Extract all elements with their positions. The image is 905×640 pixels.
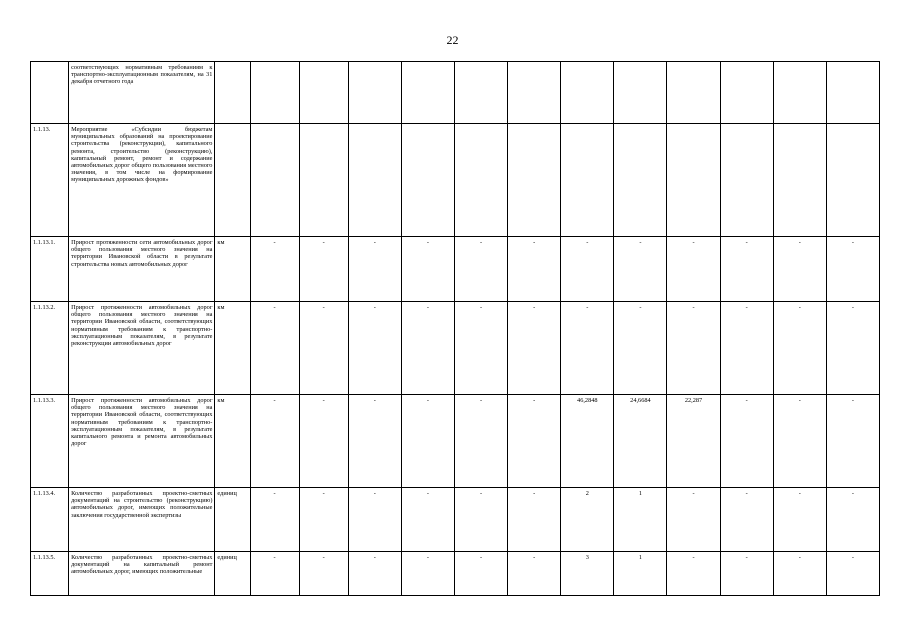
value-cell: 24,6684 <box>614 395 667 488</box>
value-cell: - <box>299 395 348 488</box>
value-cell <box>401 124 454 237</box>
table-row <box>31 552 880 596</box>
value-cell: - <box>720 302 773 395</box>
value-cell: 46,2848 <box>561 395 614 488</box>
value-cell: - <box>826 552 879 596</box>
value-cell <box>250 62 299 124</box>
row-number-cell: 1.1.13. <box>31 124 69 237</box>
value-cell <box>773 124 826 237</box>
value-cell <box>773 62 826 124</box>
value-cell <box>614 124 667 237</box>
value-cell <box>561 62 614 124</box>
value-cell: - <box>401 302 454 395</box>
value-cell: - <box>720 488 773 552</box>
value-cell: - <box>667 552 720 596</box>
row-number-cell: 1.1.13.3. <box>31 395 69 488</box>
table-row <box>31 488 880 552</box>
unit-cell: единиц <box>215 552 250 596</box>
value-cell: - <box>250 302 299 395</box>
unit-cell: единиц <box>215 488 250 552</box>
table-row <box>31 302 880 395</box>
value-cell: - <box>299 237 348 302</box>
value-cell: - <box>667 488 720 552</box>
value-cell: - <box>614 237 667 302</box>
value-cell: - <box>720 395 773 488</box>
value-cell <box>508 62 561 124</box>
value-cell: - <box>508 302 561 395</box>
value-cell: - <box>348 552 401 596</box>
indicator-description-cell: Прирост протяженности автомобильных дорог общего пользования местного значения на территории Ивановской области, соответствующих нормативным требованиям к транспортно-эксплуатационным показателям, в результате капитального ремонта и ремонта автомобильных дорог <box>69 395 215 488</box>
value-cell: - <box>720 552 773 596</box>
value-cell: - <box>454 237 507 302</box>
value-cell <box>299 124 348 237</box>
value-cell: - <box>401 395 454 488</box>
value-cell <box>299 62 348 124</box>
value-cell: - <box>508 237 561 302</box>
table-row <box>31 62 880 124</box>
value-cell: - <box>561 302 614 395</box>
value-cell <box>667 124 720 237</box>
value-cell: - <box>250 552 299 596</box>
value-cell: - <box>508 395 561 488</box>
indicator-description-cell: соответствующих нормативным требованиям к транспортно-эксплуатационным показателям, на 31 декабря отчетного года <box>69 62 215 124</box>
unit-cell <box>215 62 250 124</box>
value-cell: - <box>454 552 507 596</box>
value-cell <box>250 124 299 237</box>
indicator-description-cell: Прирост протяженности автомобильных дорог общего пользования местного значения на территории Ивановской области, соответствующих нормативным требованиям к транспортно-эксплуатационным показателям, в результате реконструкции автомобильных дорог <box>69 302 215 395</box>
value-cell: - <box>299 552 348 596</box>
indicator-description-cell: Прирост протяженности сети автомобильных дорог общего пользования местного значения на территории Ивановской области в результате строительства новых автомобильных дорог <box>69 237 215 302</box>
value-cell: - <box>773 488 826 552</box>
value-cell: - <box>401 552 454 596</box>
indicators-table <box>30 61 880 596</box>
value-cell: - <box>401 237 454 302</box>
value-cell: - <box>773 552 826 596</box>
value-cell: - <box>250 237 299 302</box>
value-cell: - <box>826 302 879 395</box>
value-cell: - <box>454 302 507 395</box>
value-cell: - <box>773 395 826 488</box>
table-body <box>31 62 880 596</box>
indicator-description-cell: Мероприятие «Субсидии бюджетам муниципальных образований на проектирование строительства (реконструкции), капитального ремонта, строительство (реконструкцию), капитальный ремонт, ремонт и содержание автомобильных дорог общего пользования местного значения, в том числе на формирование муниципальных дорожных фондов» <box>69 124 215 237</box>
value-cell <box>348 62 401 124</box>
value-cell: - <box>348 302 401 395</box>
value-cell <box>614 62 667 124</box>
table-row <box>31 237 880 302</box>
value-cell <box>561 124 614 237</box>
unit-cell <box>215 124 250 237</box>
value-cell <box>401 62 454 124</box>
row-number-cell: 1.1.13.1. <box>31 237 69 302</box>
value-cell: 2 <box>561 488 614 552</box>
page-number: 22 <box>446 33 459 47</box>
value-cell: - <box>250 488 299 552</box>
row-number-cell: 1.1.13.2. <box>31 302 69 395</box>
row-number-cell <box>31 62 69 124</box>
value-cell: - <box>454 395 507 488</box>
value-cell: - <box>299 488 348 552</box>
value-cell: 1 <box>614 488 667 552</box>
value-cell: - <box>401 488 454 552</box>
value-cell <box>454 62 507 124</box>
value-cell: - <box>720 237 773 302</box>
value-cell: - <box>508 552 561 596</box>
value-cell: - <box>454 488 507 552</box>
value-cell: 3 <box>561 552 614 596</box>
value-cell: - <box>826 237 879 302</box>
unit-cell: км <box>215 237 250 302</box>
value-cell: 1 <box>614 552 667 596</box>
value-cell <box>720 62 773 124</box>
value-cell <box>348 124 401 237</box>
value-cell <box>826 62 879 124</box>
value-cell: - <box>348 395 401 488</box>
value-cell: - <box>348 237 401 302</box>
value-cell: - <box>826 395 879 488</box>
row-number-cell: 1.1.13.4. <box>31 488 69 552</box>
value-cell: - <box>826 488 879 552</box>
value-cell <box>720 124 773 237</box>
value-cell: - <box>508 488 561 552</box>
indicator-description-cell: Количество разработанных проектно-сметных документаций на капитальный ремонт автомобильных дорог, имеющих положительные <box>69 552 215 596</box>
value-cell: - <box>667 237 720 302</box>
indicator-description-cell: Количество разработанных проектно-сметных документаций на строительство (реконструкцию) автомобильных дорог, имеющих положительные заключения государственной экспертизы <box>69 488 215 552</box>
table-row <box>31 395 880 488</box>
value-cell: - <box>773 302 826 395</box>
value-cell: - <box>250 395 299 488</box>
value-cell <box>454 124 507 237</box>
value-cell: - <box>561 237 614 302</box>
value-cell <box>826 124 879 237</box>
value-cell: - <box>299 302 348 395</box>
value-cell: - <box>348 488 401 552</box>
table-row <box>31 124 880 237</box>
value-cell <box>508 124 561 237</box>
value-cell: - <box>773 237 826 302</box>
value-cell: - <box>667 302 720 395</box>
value-cell: - <box>614 302 667 395</box>
row-number-cell: 1.1.13.5. <box>31 552 69 596</box>
value-cell <box>667 62 720 124</box>
value-cell: 22,287 <box>667 395 720 488</box>
unit-cell: км <box>215 395 250 488</box>
unit-cell: км <box>215 302 250 395</box>
